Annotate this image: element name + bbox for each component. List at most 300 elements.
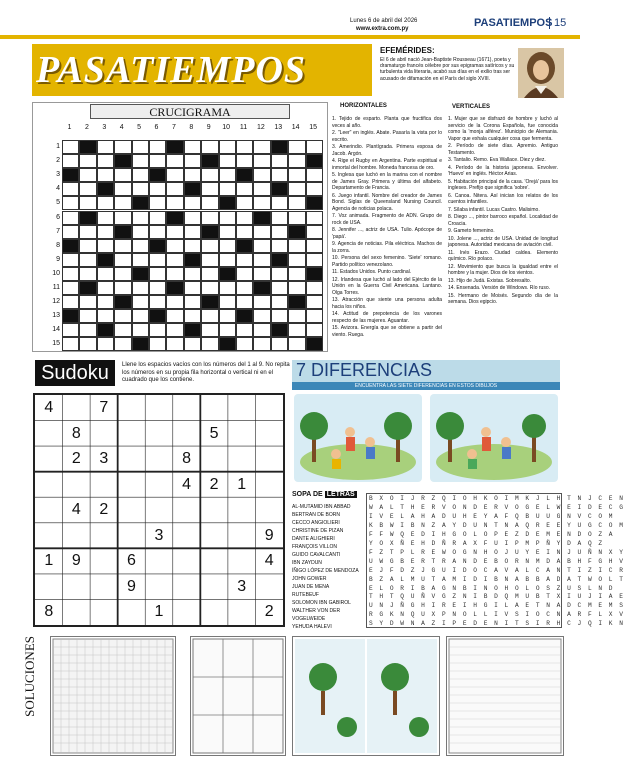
crossword-cell[interactable] (132, 281, 149, 295)
crossword-black-cell (149, 168, 166, 182)
crossword-cell[interactable] (201, 140, 218, 154)
crossword-cell[interactable] (79, 295, 96, 309)
crossword-cell[interactable] (219, 295, 236, 309)
across-clue: 9. Agencia de noticias. Pila eléctrica. Machos de la zorra. (332, 241, 442, 254)
crossword-black-cell (97, 323, 114, 337)
crossword-cell[interactable] (201, 253, 218, 267)
crossword-black-cell (271, 140, 288, 154)
word-search-row: W A L T H E R V O N D E R V O G E L W E I D E C G (369, 503, 624, 511)
crossword-cell[interactable] (79, 239, 96, 253)
crossword-cell[interactable] (288, 196, 305, 210)
sudoku-given: 6 (126, 552, 136, 570)
crossword-cell[interactable] (97, 168, 114, 182)
sudoku-given: 4 (182, 475, 191, 493)
crossword-cell[interactable] (184, 225, 201, 239)
crossword-cell[interactable] (288, 323, 305, 337)
down-clue: 14. Ensenada. Versión de Windows. Río ruso. (448, 285, 551, 291)
crossword-title: CRUCIGRAMA (90, 104, 290, 119)
crossword-cell[interactable] (219, 154, 236, 168)
sudoku-solution-grid (191, 637, 285, 755)
crossword-cell[interactable] (166, 239, 183, 253)
crossword-cell[interactable] (306, 168, 323, 182)
crossword-cell[interactable] (306, 140, 323, 154)
crossword-cell[interactable] (97, 295, 114, 309)
word-search-row: K B W I B N Z A Y D U N T N A Q R E E Y U G C O M (369, 521, 624, 529)
crossword-cell[interactable] (184, 337, 201, 351)
word-search-row: F Z T P L R E W O G N H O J U Y E I N J U Ñ N X Y (369, 548, 624, 556)
crossword-cell[interactable] (253, 196, 270, 210)
crossword-cell[interactable] (236, 140, 253, 154)
crossword-row-number: 8 (56, 241, 60, 249)
portrait-image (518, 48, 564, 98)
crossword-cell[interactable] (97, 309, 114, 323)
crossword-cell[interactable] (62, 225, 79, 239)
crossword-cell[interactable] (271, 267, 288, 281)
crossword-cell[interactable] (288, 211, 305, 225)
crossword-cell[interactable] (184, 211, 201, 225)
crossword-cell[interactable] (166, 182, 183, 196)
crossword-cell[interactable] (114, 323, 131, 337)
crossword-cell[interactable] (306, 225, 323, 239)
crossword-cell[interactable] (271, 295, 288, 309)
crossword-cell[interactable] (149, 295, 166, 309)
crossword-cell[interactable] (219, 323, 236, 337)
crossword-cell[interactable] (114, 281, 131, 295)
crossword-cell[interactable] (271, 168, 288, 182)
crossword-cell[interactable] (149, 182, 166, 196)
crossword-cell[interactable] (219, 225, 236, 239)
page-number: 15 (549, 17, 566, 29)
crossword-black-cell (253, 281, 270, 295)
crossword-cell[interactable] (132, 309, 149, 323)
crossword-black-cell (97, 182, 114, 196)
crossword-cell[interactable] (236, 253, 253, 267)
crossword-cell[interactable] (97, 154, 114, 168)
crossword-cell[interactable] (253, 267, 270, 281)
crossword-cell[interactable] (79, 253, 96, 267)
across-clue: 3. Amerindio. Plantígrada. Primera esposa de Jacob. Argón. (332, 144, 442, 157)
solutions-label (22, 636, 46, 756)
crossword-cell[interactable] (306, 323, 323, 337)
word-search-row: Y O X Ñ E H D Ñ R A X F U I P M P Ñ Y D A Q Z (369, 539, 604, 547)
crossword-cell[interactable] (288, 253, 305, 267)
crossword-cell[interactable] (306, 253, 323, 267)
crossword-black-cell (288, 295, 305, 309)
sudoku-given: 8 (182, 450, 191, 468)
crossword-cell[interactable] (166, 295, 183, 309)
crossword-cell[interactable] (306, 281, 323, 295)
down-clue: 8. Diego ..., pintor barroco español. Localidad de Croacia. (448, 214, 558, 227)
crossword-black-cell (271, 182, 288, 196)
crossword-cell[interactable] (253, 337, 270, 351)
crossword-cell[interactable] (166, 309, 183, 323)
crossword-cell[interactable] (62, 295, 79, 309)
crossword-col-number: 14 (291, 124, 300, 131)
crossword-cell[interactable] (132, 154, 149, 168)
crossword-cell[interactable] (236, 281, 253, 295)
crossword-cell[interactable] (149, 267, 166, 281)
crossword-cell[interactable] (79, 309, 96, 323)
crossword-cell[interactable] (184, 281, 201, 295)
crossword-cell[interactable] (166, 253, 183, 267)
crossword-cell[interactable] (253, 154, 270, 168)
word-search-word: JUAN DE MENA (292, 584, 330, 590)
crossword-cell[interactable] (288, 154, 305, 168)
crossword-cell[interactable] (62, 267, 79, 281)
banner-title: PASATIEMPOS (36, 49, 307, 91)
sudoku-given: 8 (71, 424, 81, 442)
crossword-cell[interactable] (149, 323, 166, 337)
sudoku-given: 9 (264, 526, 274, 544)
crossword-cell[interactable] (97, 225, 114, 239)
solutions-label-text: SOLUCIONES (22, 636, 37, 717)
crossword-cell[interactable] (62, 182, 79, 196)
crossword-cell[interactable] (62, 140, 79, 154)
crossword-cell[interactable] (253, 323, 270, 337)
crossword-cell[interactable] (201, 323, 218, 337)
crossword-row-number: 4 (56, 185, 60, 193)
crossword-black-cell (114, 295, 131, 309)
crossword-black-cell (79, 281, 96, 295)
crossword-cell[interactable] (201, 182, 218, 196)
crossword-cell[interactable] (62, 281, 79, 295)
crossword-cell[interactable] (132, 140, 149, 154)
crossword-cell[interactable] (166, 323, 183, 337)
sudoku-grid (33, 393, 285, 627)
sudoku-solution (190, 636, 286, 756)
crossword-cell[interactable] (114, 182, 131, 196)
crossword-black-cell (288, 225, 305, 239)
sudoku-given: 7 (99, 399, 109, 416)
crossword-col-number: 9 (206, 124, 211, 131)
crossword-col-number: 1 (67, 124, 72, 131)
crossword-black-cell (79, 140, 96, 154)
crossword-cell[interactable] (236, 225, 253, 239)
crossword-cell[interactable] (201, 337, 218, 351)
crossword-row-number: 5 (56, 199, 60, 207)
crossword-cell[interactable] (306, 295, 323, 309)
sudoku-given: 2 (71, 450, 81, 468)
word-search-row: B Z A L M U T A M I D I B N A B B A D A T W O L T (369, 575, 624, 583)
across-clue: 1. Tejido de esparto. Planta que fructifica dos veces al año. (332, 116, 442, 129)
crossword-cell[interactable] (219, 239, 236, 253)
crossword-cell[interactable] (271, 309, 288, 323)
crossword-cell[interactable] (184, 309, 201, 323)
crossword-cell[interactable] (149, 337, 166, 351)
down-clue: 4. Período de la historia japonesa. Envolver. 'Huevo' en inglés. Héctor Arias. (448, 164, 558, 177)
word-search-row: S Y D W N A Z I P E D E N I T S I R H C J Q I K N (369, 620, 624, 628)
crossword-cell[interactable] (288, 337, 305, 351)
across-heading: HORIZONTALES (340, 103, 387, 109)
crossword-black-cell (114, 154, 131, 168)
crossword-cell[interactable] (149, 154, 166, 168)
crossword-cell[interactable] (114, 211, 131, 225)
crossword-cell[interactable] (253, 239, 270, 253)
crossword-cell[interactable] (219, 309, 236, 323)
crossword-cell[interactable] (62, 323, 79, 337)
crossword-black-cell (184, 253, 201, 267)
crossword-cell[interactable] (79, 267, 96, 281)
crossword-cell[interactable] (132, 225, 149, 239)
across-clue: 5. Inglesa que luchó en la marina con el nombre de James Gray. Primera y última del alfabeto. Departamento de Francia. (332, 172, 442, 191)
crossword-black-cell (114, 225, 131, 239)
crossword-solution-grid (51, 637, 175, 755)
crossword-cell[interactable] (288, 182, 305, 196)
crossword-black-cell (97, 253, 114, 267)
word-search-row: T H T Q U Ñ V G Z N I B D Q M U B T X I U J I A E (369, 593, 624, 601)
word-search-title-part: SOPA DE (292, 491, 325, 498)
crossword-cell[interactable] (62, 196, 79, 210)
crossword-cell[interactable] (219, 253, 236, 267)
crossword-cell[interactable] (166, 168, 183, 182)
sudoku-given: 1 (44, 552, 54, 570)
crossword-cell[interactable] (62, 253, 79, 267)
word-search-word: ÍÑIGO LÓPEZ DE MENDOZA (292, 568, 359, 574)
crossword-cell[interactable] (253, 182, 270, 196)
down-clue: 9. Gameto femenino. (448, 228, 495, 234)
crossword-cell[interactable] (79, 182, 96, 196)
word-search-row: E J F D Z J G U I D O C A V A L C A N T I Z I C R (369, 566, 624, 574)
crossword-cell[interactable] (201, 211, 218, 225)
crossword-cell[interactable] (184, 295, 201, 309)
crossword-black-cell (184, 323, 201, 337)
crossword-cell[interactable] (184, 140, 201, 154)
word-search-word: GUIDO CAVALCANTI (292, 552, 341, 558)
crossword-cell[interactable] (114, 168, 131, 182)
crossword-black-cell (236, 168, 253, 182)
down-clue: 1. Mujer que se disfrazó de hombre y luchó al servicio de la Corona Española, fue conocida como la 'monja alférez'. Municipio de Alemania. Vapor que exhala cualquier cosa que fermenta. (448, 116, 558, 142)
crossword-cell[interactable] (62, 154, 79, 168)
crossword-cell[interactable] (271, 239, 288, 253)
crossword-cell[interactable] (97, 239, 114, 253)
efemerides-text: El 6 de abril nació Jean-Baptiste Rousseau (1671), poeta y dramaturgo francés célebre por sus epigramas satíricos y su turbulenta vida literaria, acabó sus días en el exilio tras ser acusado de difamación en el París del siglo XVIII. (380, 57, 515, 82)
crossword-cell[interactable] (306, 239, 323, 253)
word-search-solution-grid (447, 637, 563, 755)
crossword-cell[interactable] (236, 182, 253, 196)
crossword-black-cell (236, 239, 253, 253)
word-search-row: F F W Q E D I H G O L O P E Z D E M E N D O Z A (369, 530, 615, 538)
crossword-cell[interactable] (97, 281, 114, 295)
down-clues (448, 116, 558, 307)
crossword-cell[interactable] (219, 168, 236, 182)
crossword-cell[interactable] (132, 182, 149, 196)
crossword-cell[interactable] (288, 168, 305, 182)
crossword-cell[interactable] (184, 267, 201, 281)
word-search-row: U W G B E R T R A N D E B O R N M D A B H F G H V (369, 557, 624, 565)
down-clue: 2. Período de siete días. Apremio. Antiguo Testamento. (448, 143, 558, 156)
crossword-cell[interactable] (79, 225, 96, 239)
crossword-cell[interactable] (236, 211, 253, 225)
crossword-cell[interactable] (114, 253, 131, 267)
crossword-cell[interactable] (184, 154, 201, 168)
crossword-cell[interactable] (201, 196, 218, 210)
crossword-col-number: 6 (154, 124, 159, 131)
crossword-cell[interactable] (97, 140, 114, 154)
crossword-cell[interactable] (271, 196, 288, 210)
crossword-col-number: 8 (189, 124, 194, 131)
crossword-cell[interactable] (149, 225, 166, 239)
crossword-cell[interactable] (201, 309, 218, 323)
sudoku-given: 2 (99, 501, 109, 519)
sudoku-given: 3 (154, 526, 164, 544)
crossword-cell[interactable] (219, 211, 236, 225)
sudoku-given: 9 (126, 577, 136, 595)
crossword-cell[interactable] (149, 140, 166, 154)
sudoku-title: Sudoku (35, 360, 115, 386)
crossword-cell[interactable] (184, 196, 201, 210)
crossword-cell[interactable] (132, 253, 149, 267)
crossword-cell[interactable] (149, 196, 166, 210)
crossword-cell[interactable] (79, 323, 96, 337)
crossword-black-cell (201, 225, 218, 239)
crossword-black-cell (236, 309, 253, 323)
crossword-col-number: 13 (274, 124, 283, 131)
crossword-black-cell (306, 154, 323, 168)
crossword-black-cell (132, 196, 149, 210)
word-search-title-emphasis: LETRAS (326, 491, 355, 498)
crossword-black-cell (306, 196, 323, 210)
crossword-cell[interactable] (236, 154, 253, 168)
crossword-cell[interactable] (306, 309, 323, 323)
crossword-cell[interactable] (253, 140, 270, 154)
crossword-cell[interactable] (166, 154, 183, 168)
crossword-cell[interactable] (97, 337, 114, 351)
word-search-title (292, 491, 357, 498)
picture-left (294, 394, 422, 482)
crossword-cell[interactable] (114, 140, 131, 154)
crossword-cell[interactable] (201, 168, 218, 182)
crossword-cell[interactable] (132, 239, 149, 253)
crossword-black-cell (166, 281, 183, 295)
crossword-cell[interactable] (166, 337, 183, 351)
crossword-cell[interactable] (149, 253, 166, 267)
crossword-row-number: 3 (56, 171, 60, 179)
crossword-cell[interactable] (97, 211, 114, 225)
sudoku-given: 8 (44, 603, 54, 621)
word-search-word: CECCO ANGIOLIERI (292, 520, 340, 526)
crossword-cell[interactable] (236, 295, 253, 309)
crossword-cell[interactable] (201, 267, 218, 281)
down-clue: 11. Inés Erazo. Ciudad caldea. Elemento químico. Río polaco. (448, 249, 558, 262)
crossword-cell[interactable] (62, 337, 79, 351)
crossword-cell[interactable] (288, 309, 305, 323)
crossword-cell[interactable] (114, 337, 131, 351)
crossword-cell[interactable] (79, 196, 96, 210)
crossword-cell[interactable] (79, 337, 96, 351)
crossword-cell[interactable] (149, 281, 166, 295)
crossword-black-cell (253, 211, 270, 225)
word-search-word: RUTEBEUF (292, 592, 319, 598)
crossword-cell[interactable] (132, 168, 149, 182)
down-clue: 15. Hermano de Moisés. Segundo día de la semana. Dios egipcio. (448, 292, 558, 305)
word-search-row: E L O R I B A G N B I N O H O L O S Z U S L N D (369, 584, 615, 592)
crossword-cell[interactable] (166, 225, 183, 239)
crossword-cell[interactable] (97, 196, 114, 210)
crossword-black-cell (166, 211, 183, 225)
crossword-cell[interactable] (79, 168, 96, 182)
crossword-cell[interactable] (236, 337, 253, 351)
crossword-row-number: 15 (52, 340, 60, 348)
crossword-cell[interactable] (166, 196, 183, 210)
sudoku-instructions: Llene los espacios vacíos con los números del 1 al 9. No repita los números en su propia fila horizontal o vertical ni en el cuadrado que los contiene. (122, 362, 290, 383)
crossword-cell[interactable] (253, 295, 270, 309)
crossword-cell[interactable] (219, 140, 236, 154)
crossword-cell[interactable] (132, 295, 149, 309)
crossword-cell[interactable] (271, 154, 288, 168)
crossword-cell[interactable] (236, 196, 253, 210)
crossword-row-number: 12 (52, 298, 60, 306)
across-clue: 15. Avizora. Energía que se obtiene a partir del viento. Ruega. (332, 325, 442, 338)
crossword-cell[interactable] (253, 168, 270, 182)
crossword-cell[interactable] (271, 337, 288, 351)
crossword-cell[interactable] (271, 211, 288, 225)
crossword-cell[interactable] (219, 182, 236, 196)
word-search-word: JOHN GOWER (292, 576, 327, 582)
crossword-row-number: 13 (52, 312, 60, 320)
crossword-row-number: 6 (56, 213, 60, 221)
crossword-cell[interactable] (201, 281, 218, 295)
crossword-cell[interactable] (271, 281, 288, 295)
crossword-cell[interactable] (288, 267, 305, 281)
crossword-cell[interactable] (253, 225, 270, 239)
across-clue: 4. Rige el Rugby en Argentina. Parte espiritual e inmortal del hombre. Moneda francesa de oro. (332, 158, 442, 171)
crossword-cell[interactable] (114, 196, 131, 210)
word-search-list (292, 503, 364, 631)
crossword-cell[interactable] (236, 267, 253, 281)
crossword-cell[interactable] (132, 323, 149, 337)
word-search-word: WALTHER VON DER VOGELWEIDE (292, 608, 341, 622)
crossword-cell[interactable] (184, 168, 201, 182)
crossword-cell[interactable] (97, 267, 114, 281)
crossword-cell[interactable] (253, 253, 270, 267)
crossword-cell[interactable] (149, 211, 166, 225)
crossword-solution (50, 636, 176, 756)
crossword-row-number: 14 (52, 326, 60, 334)
word-search-grid (366, 493, 624, 628)
crossword-cell[interactable] (288, 239, 305, 253)
crossword-cell[interactable] (306, 182, 323, 196)
crossword-cell[interactable] (201, 239, 218, 253)
crossword-col-number: 5 (137, 124, 142, 131)
crossword-cell[interactable] (271, 225, 288, 239)
word-search-word: CHRISTINE DE PIZAN (292, 528, 344, 534)
sudoku-given: 2 (264, 603, 274, 621)
crossword-black-cell (306, 267, 323, 281)
sudoku-given: 9 (71, 552, 81, 570)
across-clue: 8. Jennifer ..., actriz de USA. Tulio. Apócope de 'papá'. (332, 227, 442, 240)
crossword-cell[interactable] (288, 140, 305, 154)
crossword-cell[interactable] (132, 211, 149, 225)
crossword-cell[interactable] (114, 309, 131, 323)
crossword-cell[interactable] (253, 309, 270, 323)
crossword-cell[interactable] (114, 267, 131, 281)
crossword-cell[interactable] (184, 239, 201, 253)
crossword-cell[interactable] (288, 281, 305, 295)
crossword-row-number: 2 (56, 157, 60, 165)
crossword-cell[interactable] (236, 323, 253, 337)
crossword-cell[interactable] (114, 239, 131, 253)
sudoku-given: 1 (154, 603, 164, 621)
crossword-cell[interactable] (306, 211, 323, 225)
differences-solution (292, 636, 440, 756)
site-url[interactable]: www.extra.com.py (356, 26, 409, 32)
word-search-word: YEHUDA HALEVI (292, 624, 332, 630)
crossword-black-cell (219, 196, 236, 210)
crossword-cell[interactable] (62, 211, 79, 225)
crossword-cell[interactable] (219, 281, 236, 295)
crossword-cell[interactable] (79, 154, 96, 168)
crossword-cell[interactable] (166, 267, 183, 281)
